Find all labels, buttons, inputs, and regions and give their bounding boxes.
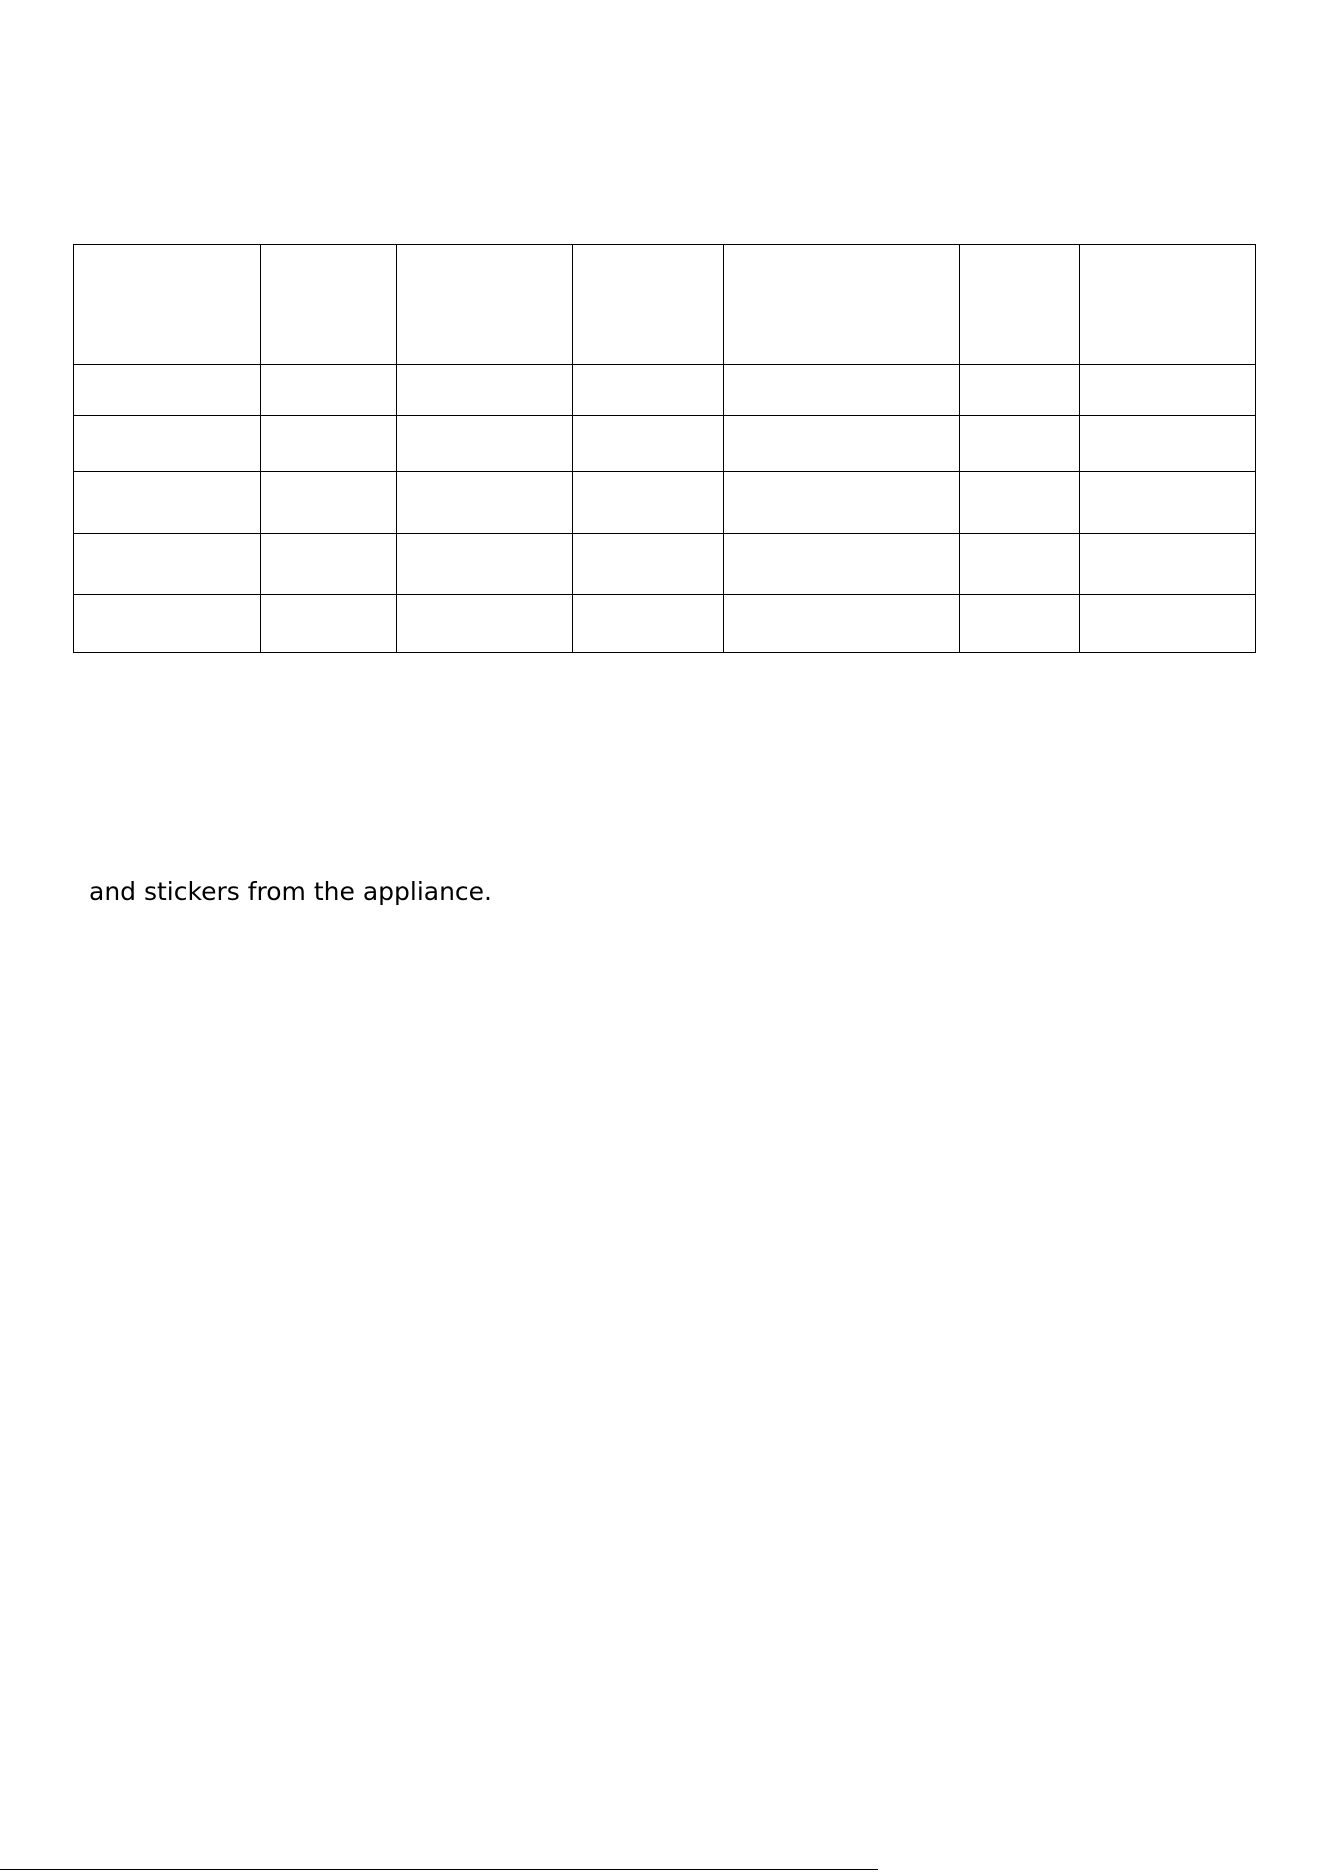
- table-cell: [1080, 416, 1256, 472]
- table-cell: [74, 245, 261, 365]
- table-cell: [74, 595, 261, 653]
- table-cell: [573, 245, 724, 365]
- table-cell: [397, 534, 573, 595]
- table-cell: [724, 365, 960, 416]
- table-cell: [397, 595, 573, 653]
- table-cell: [724, 416, 960, 472]
- table-cell: [397, 472, 573, 534]
- table-cell: [1080, 365, 1256, 416]
- table-cell: [1080, 595, 1256, 653]
- table-cell: [724, 534, 960, 595]
- table-row: [74, 416, 1256, 472]
- table-cell: [261, 534, 397, 595]
- table-cell: [1080, 245, 1256, 365]
- table-row: [74, 595, 1256, 653]
- table-cell: [573, 595, 724, 653]
- table-cell: [261, 472, 397, 534]
- table-cell: [1080, 472, 1256, 534]
- table-cell: [724, 245, 960, 365]
- table-cell: [960, 416, 1080, 472]
- table-row: [74, 534, 1256, 595]
- data-table: [73, 244, 1256, 653]
- table-row: [74, 472, 1256, 534]
- table-cell: [261, 365, 397, 416]
- table-row: [74, 245, 1256, 365]
- table-cell: [724, 472, 960, 534]
- table-cell: [573, 472, 724, 534]
- table-cell: [1080, 534, 1256, 595]
- table-cell: [960, 365, 1080, 416]
- table-cell: [960, 245, 1080, 365]
- table-cell: [261, 595, 397, 653]
- table-cell: [960, 472, 1080, 534]
- table-cell: [397, 365, 573, 416]
- table-cell: [573, 534, 724, 595]
- table-cell: [960, 534, 1080, 595]
- table-cell: [397, 416, 573, 472]
- table-cell: [74, 416, 261, 472]
- table-cell: [74, 365, 261, 416]
- table-cell: [573, 416, 724, 472]
- table-cell: [74, 534, 261, 595]
- table-cell: [724, 595, 960, 653]
- table-cell: [261, 416, 397, 472]
- footer-divider: [0, 1869, 878, 1870]
- table-cell: [573, 365, 724, 416]
- table-row: [74, 365, 1256, 416]
- table-cell: [397, 245, 573, 365]
- table-cell: [960, 595, 1080, 653]
- table-cell: [74, 472, 261, 534]
- body-paragraph: and stickers from the appliance.: [89, 877, 493, 906]
- table-cell: [261, 245, 397, 365]
